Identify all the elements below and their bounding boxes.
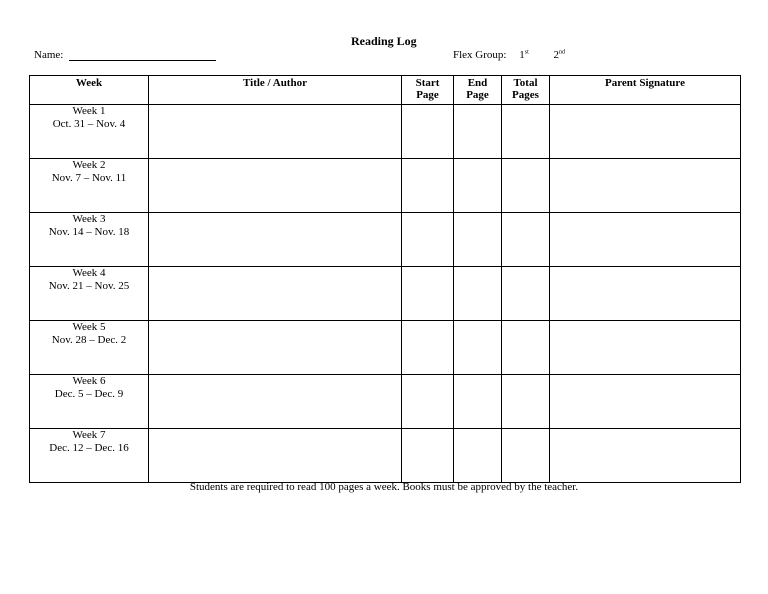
start-page-cell[interactable]: [402, 375, 454, 429]
table-row: [30, 267, 741, 321]
table-row: [30, 429, 741, 483]
week-dates: Nov. 14 – Nov. 18: [48, 226, 130, 238]
flex-group-option-2[interactable]: [554, 49, 566, 61]
flex-group-option-1[interactable]: [519, 49, 529, 61]
week-label: Week 4: [72, 267, 106, 279]
week-label: Week 1: [72, 105, 106, 117]
start-page-cell[interactable]: [402, 105, 454, 159]
week-label: Week 3: [72, 213, 106, 225]
parent-signature-cell[interactable]: [550, 159, 741, 213]
start-page-cell[interactable]: [402, 321, 454, 375]
title-author-cell[interactable]: [149, 429, 402, 483]
flex-group: [453, 49, 565, 61]
end-page-cell[interactable]: [454, 321, 502, 375]
title-author-cell[interactable]: [149, 375, 402, 429]
name-field[interactable]: [69, 50, 216, 61]
header-total-pages: [502, 76, 550, 105]
title-author-cell[interactable]: [149, 105, 402, 159]
parent-signature-cell[interactable]: [550, 213, 741, 267]
end-page-cell[interactable]: [454, 105, 502, 159]
week-label: Week 2: [72, 159, 106, 171]
start-page-cell[interactable]: [402, 159, 454, 213]
flex-option-2-number: 2: [553, 49, 559, 61]
table-header-row: [30, 76, 741, 105]
header-title-author: Title / Author: [149, 76, 402, 105]
page-title: Reading Log: [351, 34, 417, 48]
total-pages-cell[interactable]: [502, 105, 550, 159]
parent-signature-cell[interactable]: [550, 429, 741, 483]
week-cell: [30, 213, 149, 267]
end-page-cell[interactable]: [454, 267, 502, 321]
end-page-cell[interactable]: [454, 375, 502, 429]
title-author-cell[interactable]: [149, 321, 402, 375]
name-label: Name:: [34, 49, 64, 61]
week-cell: [30, 375, 149, 429]
week-dates: Nov. 7 – Nov. 11: [51, 172, 127, 184]
header-start-page-line1: Start: [415, 77, 440, 89]
reading-log-table: [29, 75, 741, 483]
header-end-page: [454, 76, 502, 105]
table-row: [30, 105, 741, 159]
header-week: Week: [30, 76, 149, 105]
table-row: [30, 159, 741, 213]
flex-group-label: Flex Group:: [453, 49, 507, 61]
header-parent-signature: Parent Signature: [550, 76, 741, 105]
title-author-cell[interactable]: [149, 159, 402, 213]
end-page-cell[interactable]: [454, 429, 502, 483]
week-dates: Nov. 28 – Dec. 2: [51, 334, 127, 346]
parent-signature-cell[interactable]: [550, 267, 741, 321]
total-pages-cell[interactable]: [502, 429, 550, 483]
week-label: Week 5: [72, 321, 106, 333]
week-cell: [30, 159, 149, 213]
header-end-page-line1: End: [467, 77, 488, 89]
header-start-page: [402, 76, 454, 105]
title-author-cell[interactable]: [149, 267, 402, 321]
table-row: [30, 321, 741, 375]
flex-option-1-number: 1: [519, 49, 525, 61]
parent-signature-cell[interactable]: [550, 321, 741, 375]
total-pages-cell[interactable]: [502, 321, 550, 375]
total-pages-cell[interactable]: [502, 267, 550, 321]
header-total-pages-line1: Total: [513, 77, 538, 89]
header-total-pages-line2: Pages: [512, 89, 539, 101]
name-field-row: [34, 49, 216, 61]
week-cell: [30, 429, 149, 483]
week-dates: Dec. 12 – Dec. 16: [49, 442, 129, 454]
flex-option-2-suffix: nd: [559, 49, 565, 56]
table-row: [30, 375, 741, 429]
week-label: Week 6: [72, 375, 106, 387]
week-dates: Dec. 5 – Dec. 9: [54, 388, 124, 400]
header-start-page-line2: Page: [416, 89, 439, 101]
title-author-cell[interactable]: [149, 213, 402, 267]
start-page-cell[interactable]: [402, 429, 454, 483]
total-pages-cell[interactable]: [502, 213, 550, 267]
footer-note: Students are required to read 100 pages a week. Books must be approved by the teacher.: [189, 481, 579, 493]
week-cell: [30, 267, 149, 321]
total-pages-cell[interactable]: [502, 375, 550, 429]
week-cell: [30, 105, 149, 159]
parent-signature-cell[interactable]: [550, 375, 741, 429]
start-page-cell[interactable]: [402, 213, 454, 267]
week-label: Week 7: [72, 429, 106, 441]
week-dates: Nov. 21 – Nov. 25: [48, 280, 130, 292]
header-end-page-line2: Page: [466, 89, 489, 101]
table-row: [30, 213, 741, 267]
parent-signature-cell[interactable]: [550, 105, 741, 159]
week-dates: Oct. 31 – Nov. 4: [52, 118, 126, 130]
flex-option-1-suffix: st: [524, 49, 529, 56]
total-pages-cell[interactable]: [502, 159, 550, 213]
start-page-cell[interactable]: [402, 267, 454, 321]
end-page-cell[interactable]: [454, 159, 502, 213]
end-page-cell[interactable]: [454, 213, 502, 267]
week-cell: [30, 321, 149, 375]
